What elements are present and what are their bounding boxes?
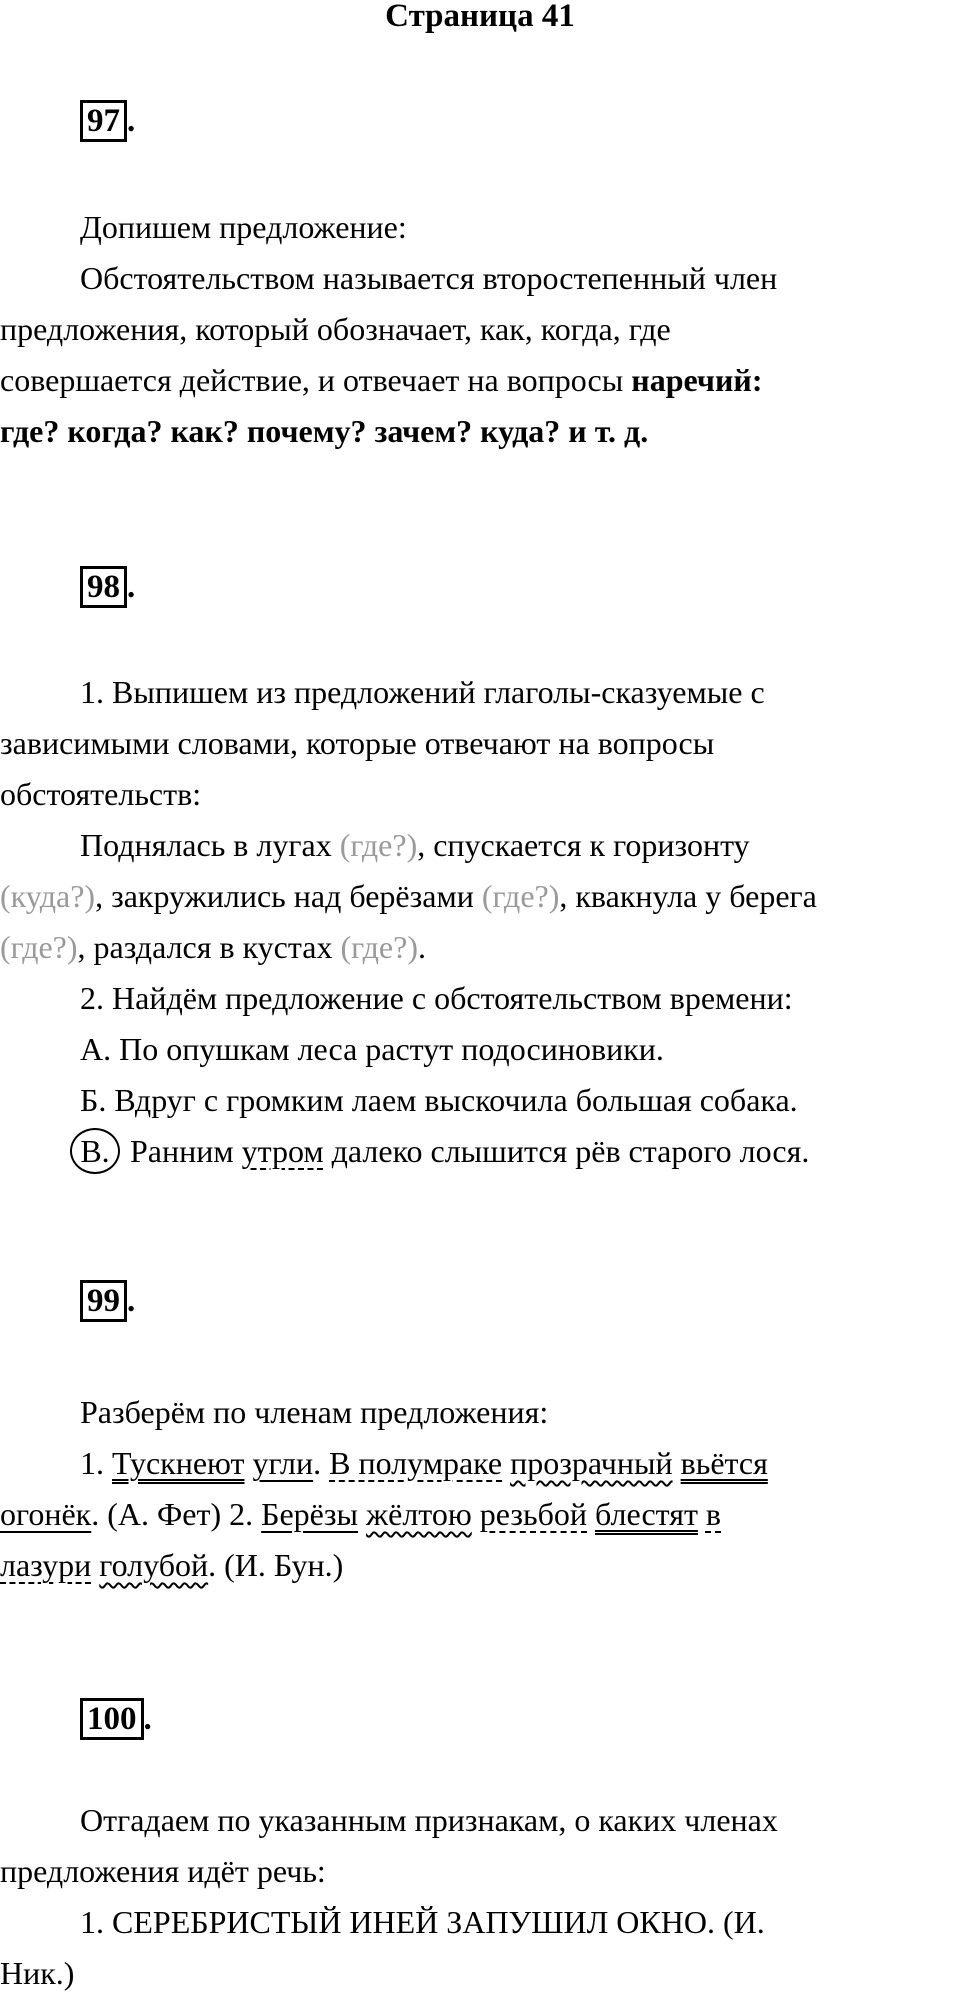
predicate-word: блестят [595, 1496, 698, 1532]
text-line: обстоятельств: [0, 776, 202, 812]
text-line [0, 1540, 960, 1591]
text-span [245, 1445, 253, 1481]
text-line [0, 1489, 960, 1540]
text-span: Ранним [122, 1133, 242, 1169]
text-line: Разберём по членам предложения: [80, 1394, 549, 1430]
text-span: , спускается к горизонту [417, 827, 750, 863]
text-line: предложения, который обозначает, как, когда, где [0, 311, 671, 347]
text-line [0, 820, 960, 871]
subject-word: угли [252, 1445, 314, 1481]
text-span [472, 1496, 480, 1532]
adverbial-word: лазури [0, 1547, 92, 1583]
text-span [502, 1445, 510, 1481]
question-hint: (куда?) [0, 878, 96, 914]
text-span [673, 1445, 681, 1481]
text-span: . [417, 929, 426, 965]
attribute-word: прозрачный [510, 1445, 673, 1481]
exercise-number-98: 98 . [80, 566, 135, 608]
exercise-number-box: 98 [80, 566, 127, 608]
exercise-number-97: 97 . [80, 100, 135, 142]
question-hint: (где?) [0, 929, 78, 965]
adverbial-word: резьбой [479, 1496, 587, 1532]
attribute-word: жёлтою [366, 1496, 472, 1532]
exercise-97-text [0, 202, 960, 457]
question-hint: (где?) [340, 929, 418, 965]
text-line: Обстоятельством называется второстепенный член [80, 260, 778, 296]
text-line: 1. СЕРЕБРИСТЫЙ ИНЕЙ ЗАПУШИЛ ОКНО. (И. [80, 1904, 765, 1940]
attribute-word: голубой [99, 1547, 209, 1583]
text-span: , раздался в кустах [77, 929, 341, 965]
option-b: Б. Вдруг с громким лаем выскочила большая собака. [80, 1082, 798, 1118]
adverbial-word: В полумраке [329, 1445, 503, 1481]
page-title: Страница 41 [385, 0, 575, 34]
exercise-number-box: 100 [80, 1698, 144, 1740]
text-line: предложения идёт речь: [0, 1853, 326, 1889]
text-line [0, 355, 960, 406]
option-c [0, 1126, 960, 1177]
text-span [358, 1496, 366, 1532]
exercise-number-100: 100 . [80, 1698, 152, 1740]
predicate-word: вьётся [680, 1445, 768, 1481]
text-span: . [313, 1445, 330, 1481]
text-line [0, 1438, 960, 1489]
text-span: совершается действие, и отвечает на вопросы [0, 362, 632, 398]
text-span: . (А. Фет) 2. [91, 1496, 262, 1532]
exercise-number-box: 99 [80, 1280, 127, 1322]
text-line: 1. Выпишем из предложений глаголы-сказуемые с [80, 674, 765, 710]
circled-answer-letter: В. [70, 1128, 120, 1174]
text-span [698, 1496, 706, 1532]
text-line: Отгадаем по указанным признакам, о каких членах [80, 1802, 778, 1838]
bold-text: где? когда? как? почему? зачем? куда? и т. д. [0, 413, 649, 449]
adverbial-word: в [705, 1496, 722, 1532]
exercise-98-text [0, 667, 960, 1177]
text-span: , квакнула у берега [559, 878, 817, 914]
text-span [587, 1496, 595, 1532]
text-line: 2. Найдём предложение с обстоятельством времени: [80, 980, 793, 1016]
text-line [0, 871, 960, 922]
text-line: Ник.) [0, 1955, 75, 1991]
text-line: Допишем предложение: [80, 209, 407, 245]
text-span: 1. [80, 1445, 112, 1481]
text-line: зависимыми словами, которые отвечают на вопросы [0, 725, 715, 761]
exercise-number-99: 99 . [80, 1280, 135, 1322]
text-span: , закружились над берёзами [95, 878, 482, 914]
text-line [0, 922, 960, 973]
exercise-99-text [0, 1387, 960, 1591]
subject-word: Берёзы [261, 1496, 359, 1532]
question-hint: (где?) [339, 827, 418, 863]
option-a: А. По опушкам леса растут подосиновики. [80, 1031, 664, 1067]
text-span: Поднялась в лугах [80, 827, 340, 863]
exercise-100-text [0, 1795, 960, 1999]
text-line [0, 406, 960, 457]
text-span: . (И. Бун.) [208, 1547, 344, 1583]
exercise-number-box: 97 [80, 100, 127, 142]
predicate-word: Тускнеют [112, 1445, 245, 1481]
question-hint: (где?) [481, 878, 560, 914]
underlined-adverbial: утром [241, 1133, 324, 1169]
bold-text: наречий: [631, 362, 763, 398]
text-span: далеко слышится рёв старого лося. [323, 1133, 810, 1169]
subject-word: огонёк [0, 1496, 92, 1532]
